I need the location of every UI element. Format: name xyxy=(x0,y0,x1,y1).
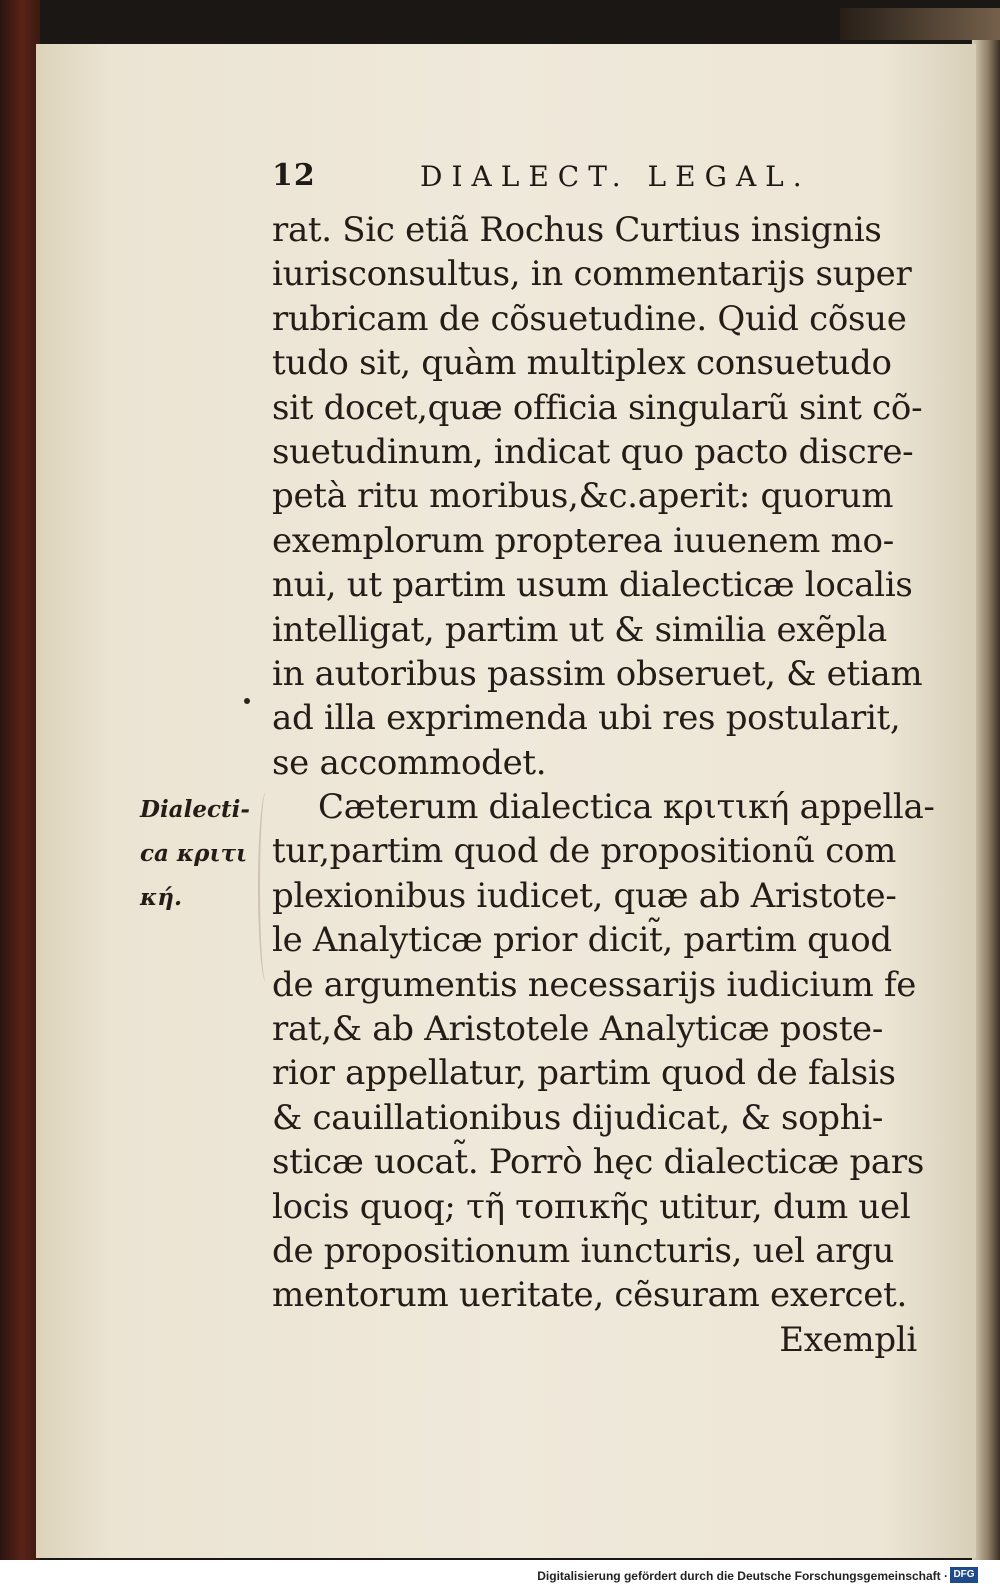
text-line: rat,& ab Aristotele Analyticæ poste- xyxy=(272,1009,884,1050)
text-line: sit docet,quæ officia singularũ sint cõ- xyxy=(272,387,923,428)
text-line: plexionibus iudicet, quæ ab Aristote- xyxy=(272,875,897,916)
text-line: rior appellatur, partim quod de falsis xyxy=(272,1053,896,1094)
scan-top-edge xyxy=(840,8,1000,40)
body-text xyxy=(272,208,935,1362)
text-line: in autoribus passim obseruet, & etiam xyxy=(272,653,923,694)
page-number: 12 xyxy=(272,158,316,193)
running-title: DIALECT. LEGAL. xyxy=(420,160,811,193)
text-line: tudo sit, quàm multiplex consuetudo xyxy=(272,343,892,384)
text-line: exemplorum propterea iuuenem mo- xyxy=(272,520,894,561)
paragraph-start-line: Cæterum dialectica κριτική appella- xyxy=(318,787,935,828)
margin-note-line: κή. xyxy=(140,884,182,911)
text-line: se accommodet. xyxy=(272,742,547,783)
text-line: sticæ uocat̃. Porrò hęc dialecticæ pars xyxy=(272,1142,924,1183)
text-line: ad illa exprimenda ubi res postularit, xyxy=(272,698,901,739)
catchword: Exempli xyxy=(779,1319,917,1360)
margin-note xyxy=(140,788,272,920)
text-line: rat. Sic etiã Rochus Curtius insignis xyxy=(272,210,882,250)
text-line: rubricam de cõsuetudine. Quid cõsue xyxy=(272,298,907,339)
text-line: intelligat, partim ut & similia exẽpla xyxy=(272,609,887,650)
digitization-footer xyxy=(0,1560,1000,1594)
text-line: petà ritu moribus,&c.aperit: quorum xyxy=(272,476,894,517)
text-line: le Analyticæ prior dicit̃, partim quod xyxy=(272,920,892,961)
book-binding xyxy=(0,0,40,1560)
page-header xyxy=(272,158,912,198)
ink-mark xyxy=(244,698,250,704)
margin-note-line: ca κριτι xyxy=(140,840,248,867)
text-line: de argumentis necessarijs iudicium fe xyxy=(272,964,917,1005)
text-line: mentorum ueritate, cẽsuram exercet. xyxy=(272,1275,907,1316)
footer-credit: Digitalisierung gefördert durch die Deutsche Forschungsgemeinschaft · xyxy=(537,1569,948,1583)
text-line: suetudinum, indicat quo pacto discre- xyxy=(272,431,914,472)
text-line: nui, ut partim usum dialecticæ localis xyxy=(272,565,913,606)
text-line: tur,partim quod de propositionũ com xyxy=(272,831,897,872)
dfg-logo: DFG xyxy=(950,1567,978,1583)
margin-note-line: Dialecti- xyxy=(140,796,250,823)
page-edge xyxy=(972,40,1000,1560)
text-line: locis quoq; τῆ τοπικῆς utitur, dum uel xyxy=(272,1186,911,1227)
text-line: & cauillationibus dijudicat, & sophi- xyxy=(272,1097,884,1138)
text-line: iurisconsultus, in commentarijs super xyxy=(272,254,912,295)
text-line: de propositionum iuncturis, uel argu xyxy=(272,1230,895,1271)
